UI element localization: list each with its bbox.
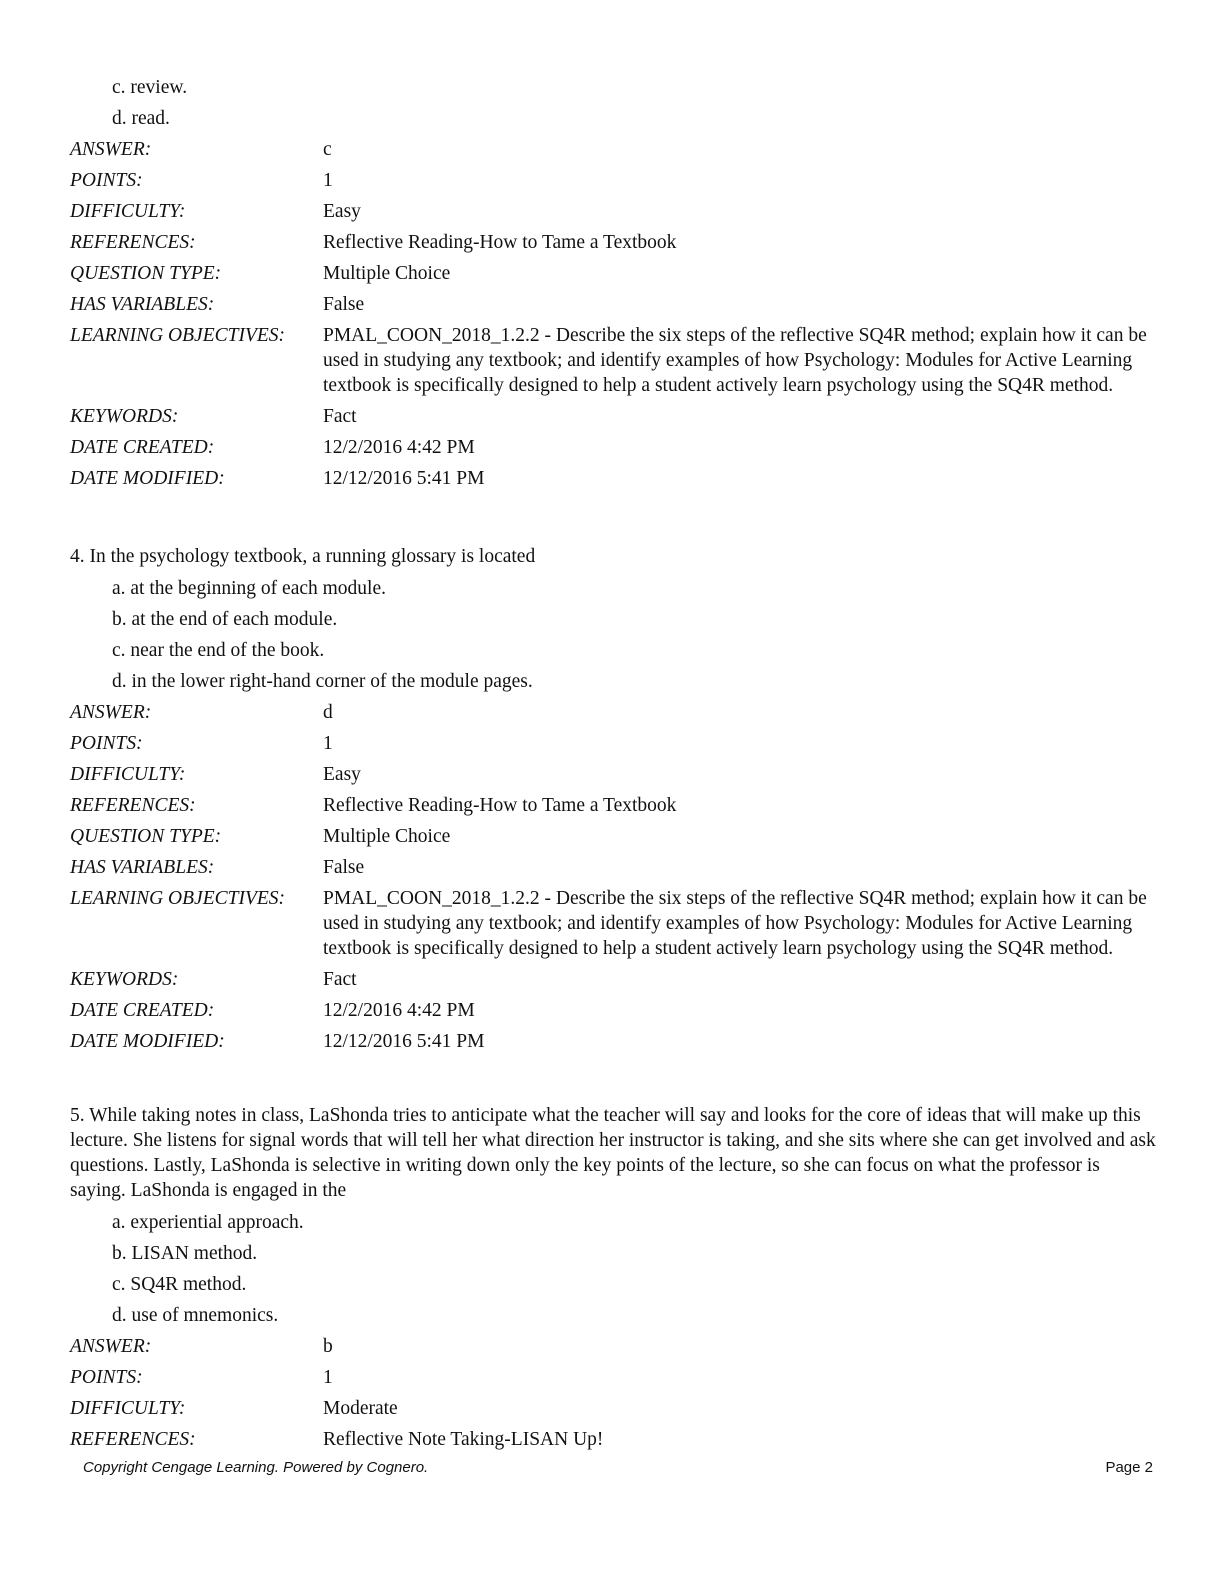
meta-label: DATE CREATED:: [70, 437, 215, 458]
meta-value: False: [323, 294, 365, 315]
meta-label: DIFFICULTY:: [70, 201, 186, 222]
meta-row-learning-objectives: [70, 320, 1160, 401]
meta-label: DATE CREATED:: [70, 1000, 215, 1021]
answer-option: a. at the beginning of each module.: [112, 578, 386, 599]
meta-value: 12/12/2016 5:41 PM: [323, 1031, 485, 1052]
meta-value: PMAL_COON_2018_1.2.2 - Describe the six steps of the reflective SQ4R method; explain how it can be used in studying any textbook; and identify examples of how Psychology: Modules for Active Learning textbook is specifically designed to help a student actively learn psychology using the SQ4R method.: [323, 325, 1147, 396]
meta-row-difficulty: [70, 196, 1160, 227]
meta-value: Easy: [323, 201, 361, 222]
meta-label: QUESTION TYPE:: [70, 826, 222, 847]
meta-row-keywords: [70, 401, 1160, 432]
meta-row-answer: [70, 697, 1160, 728]
copyright-text: Copyright Cengage Learning. Powered by Cognero.: [83, 1459, 429, 1476]
meta-value: c: [323, 139, 332, 160]
meta-row-points: [70, 165, 1160, 196]
meta-row-date-modified: [70, 1026, 1160, 1057]
meta-row-references: [70, 790, 1160, 821]
answer-option: b. at the end of each module.: [112, 609, 338, 630]
meta-row-learning-objectives: [70, 883, 1160, 964]
question-text: 5. While taking notes in class, LaShonda tries to anticipate what the teacher will say and looks for the core of ideas that will make up this lecture. She listens for signal words that will tell her what direction her instructor is taking, and she sits where she can get involved and ask questions. Lastly, LaShonda is selective in writing down only the key points of the lecture, so she can focus on what the professor is saying. LaShonda is engaged in the: [70, 1105, 1156, 1201]
meta-row-difficulty: [70, 759, 1160, 790]
meta-row-keywords: [70, 964, 1160, 995]
meta-row-date-created: [70, 995, 1160, 1026]
meta-value: Easy: [323, 764, 361, 785]
meta-label: REFERENCES:: [70, 1429, 196, 1450]
meta-label: POINTS:: [70, 170, 143, 191]
meta-row-question-type: [70, 821, 1160, 852]
meta-value: False: [323, 857, 365, 878]
meta-value: Multiple Choice: [323, 826, 451, 847]
meta-row-answer: [70, 134, 1160, 165]
meta-value: 1: [323, 1367, 333, 1388]
meta-row-answer: [70, 1331, 1160, 1362]
question-3-tail: [70, 72, 1160, 494]
meta-value: Reflective Reading-How to Tame a Textbook: [323, 232, 677, 253]
meta-label: LEARNING OBJECTIVES:: [70, 888, 286, 909]
meta-value: 12/2/2016 4:42 PM: [323, 437, 475, 458]
meta-label: DIFFICULTY:: [70, 764, 186, 785]
meta-label: KEYWORDS:: [70, 969, 179, 990]
meta-label: KEYWORDS:: [70, 406, 179, 427]
meta-row-has-variables: [70, 289, 1160, 320]
meta-label: POINTS:: [70, 733, 143, 754]
meta-value: Fact: [323, 969, 357, 990]
meta-value: Reflective Note Taking-LISAN Up!: [323, 1429, 604, 1450]
meta-value: Moderate: [323, 1398, 398, 1419]
meta-label: DIFFICULTY:: [70, 1398, 186, 1419]
answer-option: b. LISAN method.: [112, 1243, 258, 1264]
answer-option: c. SQ4R method.: [112, 1274, 247, 1295]
question-4: [70, 544, 1160, 1057]
question-text: 4. In the psychology textbook, a running glossary is located: [70, 546, 536, 567]
answer-option: c. near the end of the book.: [112, 640, 325, 661]
meta-row-date-created: [70, 432, 1160, 463]
answer-option: d. read.: [112, 108, 170, 129]
page-number: Page 2: [1105, 1459, 1153, 1476]
meta-value: Reflective Reading-How to Tame a Textbook: [323, 795, 677, 816]
meta-row-references: [70, 227, 1160, 258]
meta-row-has-variables: [70, 852, 1160, 883]
meta-row-points: [70, 1362, 1160, 1393]
meta-row-references: [70, 1424, 1160, 1455]
meta-label: LEARNING OBJECTIVES:: [70, 325, 286, 346]
meta-label: POINTS:: [70, 1367, 143, 1388]
meta-value: d: [323, 702, 333, 723]
meta-value: 12/2/2016 4:42 PM: [323, 1000, 475, 1021]
meta-label: HAS VARIABLES:: [70, 294, 215, 315]
meta-row-points: [70, 728, 1160, 759]
meta-value: Fact: [323, 406, 357, 427]
meta-label: DATE MODIFIED:: [70, 1031, 225, 1052]
meta-label: ANSWER:: [70, 702, 152, 723]
meta-value: Multiple Choice: [323, 263, 451, 284]
meta-label: DATE MODIFIED:: [70, 468, 225, 489]
meta-label: REFERENCES:: [70, 795, 196, 816]
meta-value: b: [323, 1336, 333, 1357]
meta-value: 1: [323, 733, 333, 754]
meta-value: 1: [323, 170, 333, 191]
meta-label: REFERENCES:: [70, 232, 196, 253]
meta-label: ANSWER:: [70, 1336, 152, 1357]
meta-label: QUESTION TYPE:: [70, 263, 222, 284]
answer-option: d. use of mnemonics.: [112, 1305, 279, 1326]
meta-value: 12/12/2016 5:41 PM: [323, 468, 485, 489]
meta-label: HAS VARIABLES:: [70, 857, 215, 878]
meta-row-difficulty: [70, 1393, 1160, 1424]
meta-value: PMAL_COON_2018_1.2.2 - Describe the six steps of the reflective SQ4R method; explain how it can be used in studying any textbook; and identify examples of how Psychology: Modules for Active Learning textbook is specifically designed to help a student actively learn psychology using the SQ4R method.: [323, 888, 1147, 959]
meta-label: ANSWER:: [70, 139, 152, 160]
question-5: [70, 1103, 1160, 1455]
page-footer: [83, 1459, 1153, 1476]
answer-option: c. review.: [112, 77, 188, 98]
meta-row-question-type: [70, 258, 1160, 289]
answer-option: a. experiential approach.: [112, 1212, 304, 1233]
meta-row-date-modified: [70, 463, 1160, 494]
answer-option: d. in the lower right-hand corner of the module pages.: [112, 671, 533, 692]
